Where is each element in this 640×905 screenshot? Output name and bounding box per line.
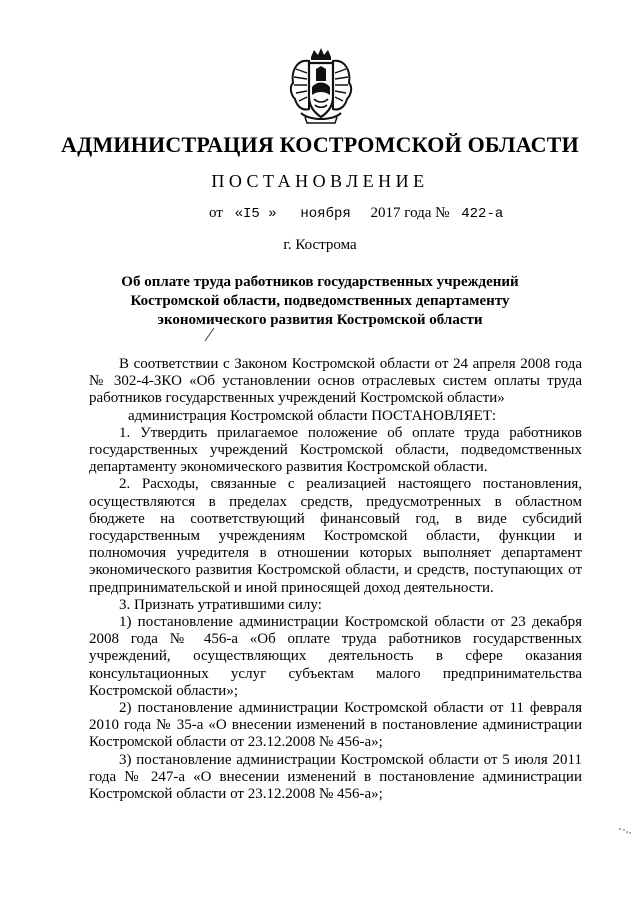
body-paragraph: 3) постановление администрации Костромской области от 5 июля 2011 года № 247-а «О внесении изменений в постановление администрации Костромской области от 23.12.2008 № 456-а»; [89,751,582,803]
date-year-label: 2017 года № [370,205,450,221]
kostroma-coat-of-arms-icon [287,47,355,125]
document-type-heading: ПОСТАНОВЛЕНИЕ [211,171,429,191]
document-body [89,356,582,803]
document-subject [60,273,580,330]
pen-mark-icon [202,327,216,343]
body-paragraph: 2) постановление администрации Костромской области от 11 февраля 2010 года № 35-а «О внесении изменений в постановление администрации Костромской области от 23.12.2008 № 456-а»; [89,700,582,751]
body-paragraph: 1) постановление администрации Костромской области от 23 декабря 2008 года № 456-а «Об оплате труда работников государственных учреждений, осуществляющих деятельность в сфере оказания консультационных услуг субъектам малого предпринимательства Костромской области»; [89,614,582,699]
date-month: ноября [300,206,351,222]
scan-artifact-icon [618,826,632,836]
subject-line: Костромской области, подведомственных департаменту [130,293,510,309]
body-paragraph: 2. Расходы, связанные с реализацией настоящего постановления, осуществляются в пределах средств, предусмотренных в областном бюджете на соответствующий финансовый год, в виде субсидий государственным учреждениям Костромской области, функции и полномочия учредителя в отношении которых выполняет департамент экономического развития Костромской области, и средств, поступающих от предпринимательской и иной приносящей доход деятельности. [89,476,582,596]
document-date-line [209,205,503,222]
organization-title: АДМИНИСТРАЦИЯ КОСТРОМСКОЙ ОБЛАСТИ [61,132,579,157]
city-label: г. Кострома [283,237,357,253]
body-paragraph: 3. Признать утратившими силу: [119,596,322,613]
date-day: «I5 » [234,206,277,222]
body-paragraph: В соответствии с Законом Костромской области от 24 апреля 2008 года № 302-4-ЗКО «Об установлении основ отраслевых систем оплаты труда работников государственных учреждений Костромской области» [89,356,582,407]
subject-line: экономического развития Костромской области [157,312,483,328]
date-prefix: от [209,205,223,221]
body-paragraph: администрация Костромской области ПОСТАНОВЛЯЕТ: [128,407,497,424]
document-number: 422-а [461,206,504,222]
subject-line: Об оплате труда работников государственных учреждений [121,274,519,290]
body-paragraph: 1. Утвердить прилагаемое положение об оплате труда работников государственных учреждений Костромской области, подведомственных департаменту экономического развития Костромской области. [89,424,582,476]
